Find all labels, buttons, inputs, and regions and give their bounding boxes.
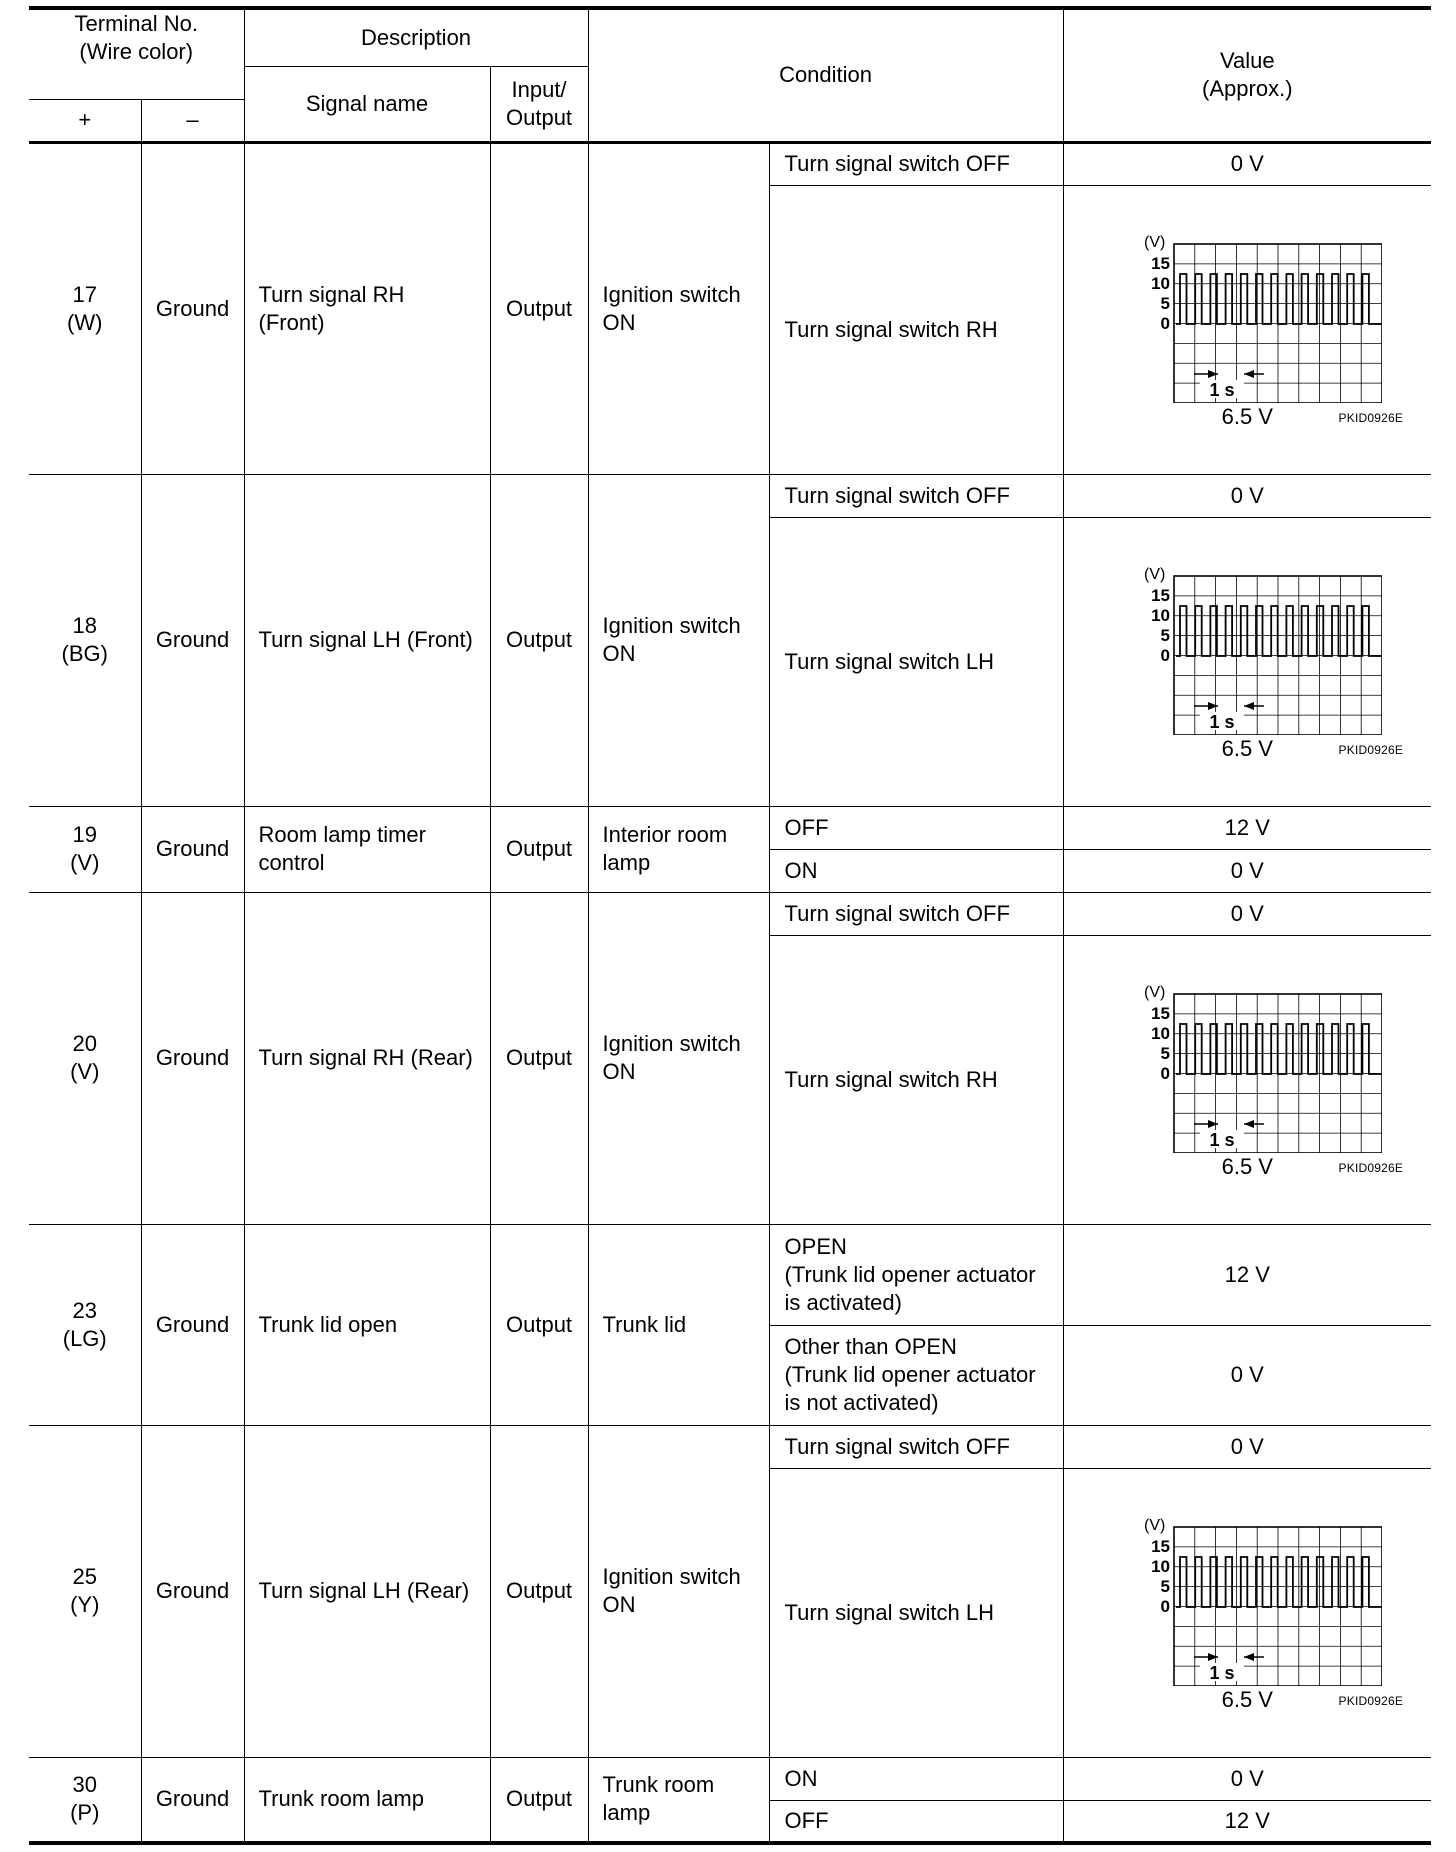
waveform-graph [1064, 228, 1432, 403]
terminal-no-label: Terminal No. [74, 11, 198, 36]
ground-terminal: Ground [141, 1425, 244, 1757]
scale-label: 1 s [1209, 1663, 1235, 1683]
signal-name: Turn signal RH (Rear) [244, 892, 490, 1224]
scale-arrowhead [1244, 1120, 1254, 1128]
condition-sub: Turn signal switch OFF [769, 474, 1063, 517]
condition-main: Ignition switch ON [588, 1425, 769, 1757]
condition-sub: Turn signal switch OFF [769, 892, 1063, 935]
input-output: Output [490, 142, 588, 474]
waveform-cell [1063, 517, 1431, 806]
scale-arrowhead [1208, 1653, 1218, 1661]
description-header: Description [244, 8, 588, 66]
ground-terminal: Ground [141, 1757, 244, 1843]
pulse-trace [1176, 274, 1382, 324]
table-row-18 [29, 474, 1431, 517]
waveform-value: 6.5 V [1221, 1687, 1273, 1712]
condition-sub: OPEN (Trunk lid opener actuator is activated) [769, 1224, 1063, 1325]
waveform-svg [1112, 228, 1382, 403]
ground-terminal: Ground [141, 892, 244, 1224]
waveform-svg [1112, 1511, 1382, 1686]
input-output: Output [490, 1425, 588, 1757]
y-tick-label: 0 [1160, 314, 1171, 333]
waveform-cell [1063, 935, 1431, 1224]
table-row-23 [29, 1224, 1431, 1325]
waveform-svg [1112, 560, 1382, 735]
table-row-25 [29, 1425, 1431, 1468]
terminal-no-header [29, 8, 244, 66]
header-row-1 [29, 8, 1431, 66]
waveform-graph [1064, 978, 1432, 1153]
terminal-number: 25 (Y) [29, 1425, 141, 1757]
scale-label: 1 s [1209, 1130, 1235, 1150]
terminal-number: 20 (V) [29, 892, 141, 1224]
input-output: Output [490, 474, 588, 806]
figure-code: PKID0926E [1338, 742, 1404, 757]
terminal-number: 23 (LG) [29, 1224, 141, 1425]
input-output-header [490, 66, 588, 142]
condition-sub: Other than OPEN (Trunk lid opener actuator is not activated) [769, 1325, 1063, 1425]
y-unit-label: (V) [1144, 1517, 1166, 1534]
pulse-trace [1176, 606, 1382, 656]
figure-code: PKID0926E [1338, 1160, 1404, 1175]
y-tick-label: 10 [1151, 274, 1171, 293]
value-label: Value [1219, 48, 1275, 74]
waveform-svg [1112, 978, 1382, 1153]
condition-sub: Turn signal switch OFF [769, 142, 1063, 185]
condition-header: Condition [588, 8, 1063, 142]
minus-header: – [141, 99, 244, 142]
value-cell: 0 V [1063, 142, 1431, 185]
condition-sub: ON [769, 1757, 1063, 1800]
condition-main: Ignition switch ON [588, 474, 769, 806]
waveform-cell [1063, 185, 1431, 474]
y-unit-label: (V) [1144, 984, 1166, 1001]
scale-arrowhead [1244, 1653, 1254, 1661]
value-cell: 0 V [1063, 849, 1431, 892]
figure-code: PKID0926E [1338, 410, 1404, 425]
condition-sub: Turn signal switch RH [769, 185, 1063, 474]
y-tick-label: 0 [1160, 646, 1171, 665]
y-tick-label: 5 [1160, 1044, 1171, 1063]
approx-label: (Approx.) [1202, 76, 1293, 102]
scale-label: 1 s [1209, 380, 1235, 400]
input-output: Output [490, 1757, 588, 1843]
condition-main: Trunk room lamp [588, 1757, 769, 1843]
signal-name-header: Signal name [244, 66, 490, 142]
output-label: Output [506, 104, 573, 130]
signal-name: Trunk room lamp [244, 1757, 490, 1843]
y-tick-label: 15 [1151, 1004, 1171, 1023]
input-output: Output [490, 1224, 588, 1425]
condition-sub: Turn signal switch LH [769, 517, 1063, 806]
scale-arrowhead [1208, 702, 1218, 710]
pulse-trace [1176, 1024, 1382, 1074]
y-tick-label: 15 [1151, 254, 1171, 273]
ground-terminal: Ground [141, 142, 244, 474]
value-cell: 0 V [1063, 474, 1431, 517]
value-cell: 0 V [1063, 892, 1431, 935]
waveform-cell [1063, 1468, 1431, 1757]
condition-sub: Turn signal switch LH [769, 1468, 1063, 1757]
scale-arrowhead [1208, 1120, 1218, 1128]
signal-name: Trunk lid open [244, 1224, 490, 1425]
condition-sub: Turn signal switch OFF [769, 1425, 1063, 1468]
input-label: Input/ [511, 76, 567, 102]
condition-sub: ON [769, 849, 1063, 892]
y-tick-label: 5 [1160, 626, 1171, 645]
y-tick-label: 10 [1151, 606, 1171, 625]
condition-sub: OFF [769, 1800, 1063, 1843]
terminal-number: 17 (W) [29, 142, 141, 474]
y-tick-label: 15 [1151, 1537, 1171, 1556]
y-tick-label: 0 [1160, 1597, 1171, 1616]
table-row-17 [29, 142, 1431, 185]
wire-color-label: (Wire color) [79, 39, 194, 64]
waveform-graph [1064, 560, 1432, 735]
value-header [1063, 8, 1431, 142]
condition-main: Ignition switch ON [588, 892, 769, 1224]
ground-terminal: Ground [141, 1224, 244, 1425]
terminal-number: 18 (BG) [29, 474, 141, 806]
ground-terminal: Ground [141, 806, 244, 892]
ground-terminal: Ground [141, 474, 244, 806]
input-output: Output [490, 892, 588, 1224]
waveform-value: 6.5 V [1221, 736, 1273, 761]
pulse-trace [1176, 1557, 1382, 1607]
waveform-value: 6.5 V [1221, 1154, 1273, 1179]
condition-sub: Turn signal switch RH [769, 935, 1063, 1224]
table-row-30 [29, 1757, 1431, 1800]
condition-main: Interior room lamp [588, 806, 769, 892]
plus-header: + [78, 107, 92, 132]
signal-name: Turn signal LH (Rear) [244, 1425, 490, 1757]
waveform-value: 6.5 V [1221, 404, 1273, 429]
terminal-number: 19 (V) [29, 806, 141, 892]
value-cell: 0 V [1063, 1425, 1431, 1468]
table-row-19 [29, 806, 1431, 849]
y-tick-label: 15 [1151, 586, 1171, 605]
scale-label: 1 s [1209, 712, 1235, 732]
condition-main: Ignition switch ON [588, 142, 769, 474]
y-tick-label: 5 [1160, 294, 1171, 313]
waveform-graph [1064, 1511, 1432, 1686]
y-unit-label: (V) [1144, 566, 1166, 583]
signal-name: Room lamp timer control [244, 806, 490, 892]
y-tick-label: 0 [1160, 1064, 1171, 1083]
y-tick-label: 10 [1151, 1024, 1171, 1043]
terminal-table-page [29, 6, 1431, 1845]
scale-arrowhead [1244, 370, 1254, 378]
terminal-number: 30 (P) [29, 1757, 141, 1843]
y-tick-label: 5 [1160, 1577, 1171, 1596]
terminal-table [29, 6, 1431, 1845]
condition-sub: OFF [769, 806, 1063, 849]
scale-arrowhead [1244, 702, 1254, 710]
y-unit-label: (V) [1144, 234, 1166, 251]
condition-main: Trunk lid [588, 1224, 769, 1425]
table-row-20 [29, 892, 1431, 935]
value-cell: 12 V [1063, 1224, 1431, 1325]
value-cell: 12 V [1063, 806, 1431, 849]
signal-name: Turn signal LH (Front) [244, 474, 490, 806]
value-cell: 0 V [1063, 1757, 1431, 1800]
scale-arrowhead [1208, 370, 1218, 378]
figure-code: PKID0926E [1338, 1693, 1404, 1708]
value-cell: 0 V [1063, 1325, 1431, 1425]
y-tick-label: 10 [1151, 1557, 1171, 1576]
value-cell: 12 V [1063, 1800, 1431, 1843]
signal-name: Turn signal RH (Front) [244, 142, 490, 474]
input-output: Output [490, 806, 588, 892]
